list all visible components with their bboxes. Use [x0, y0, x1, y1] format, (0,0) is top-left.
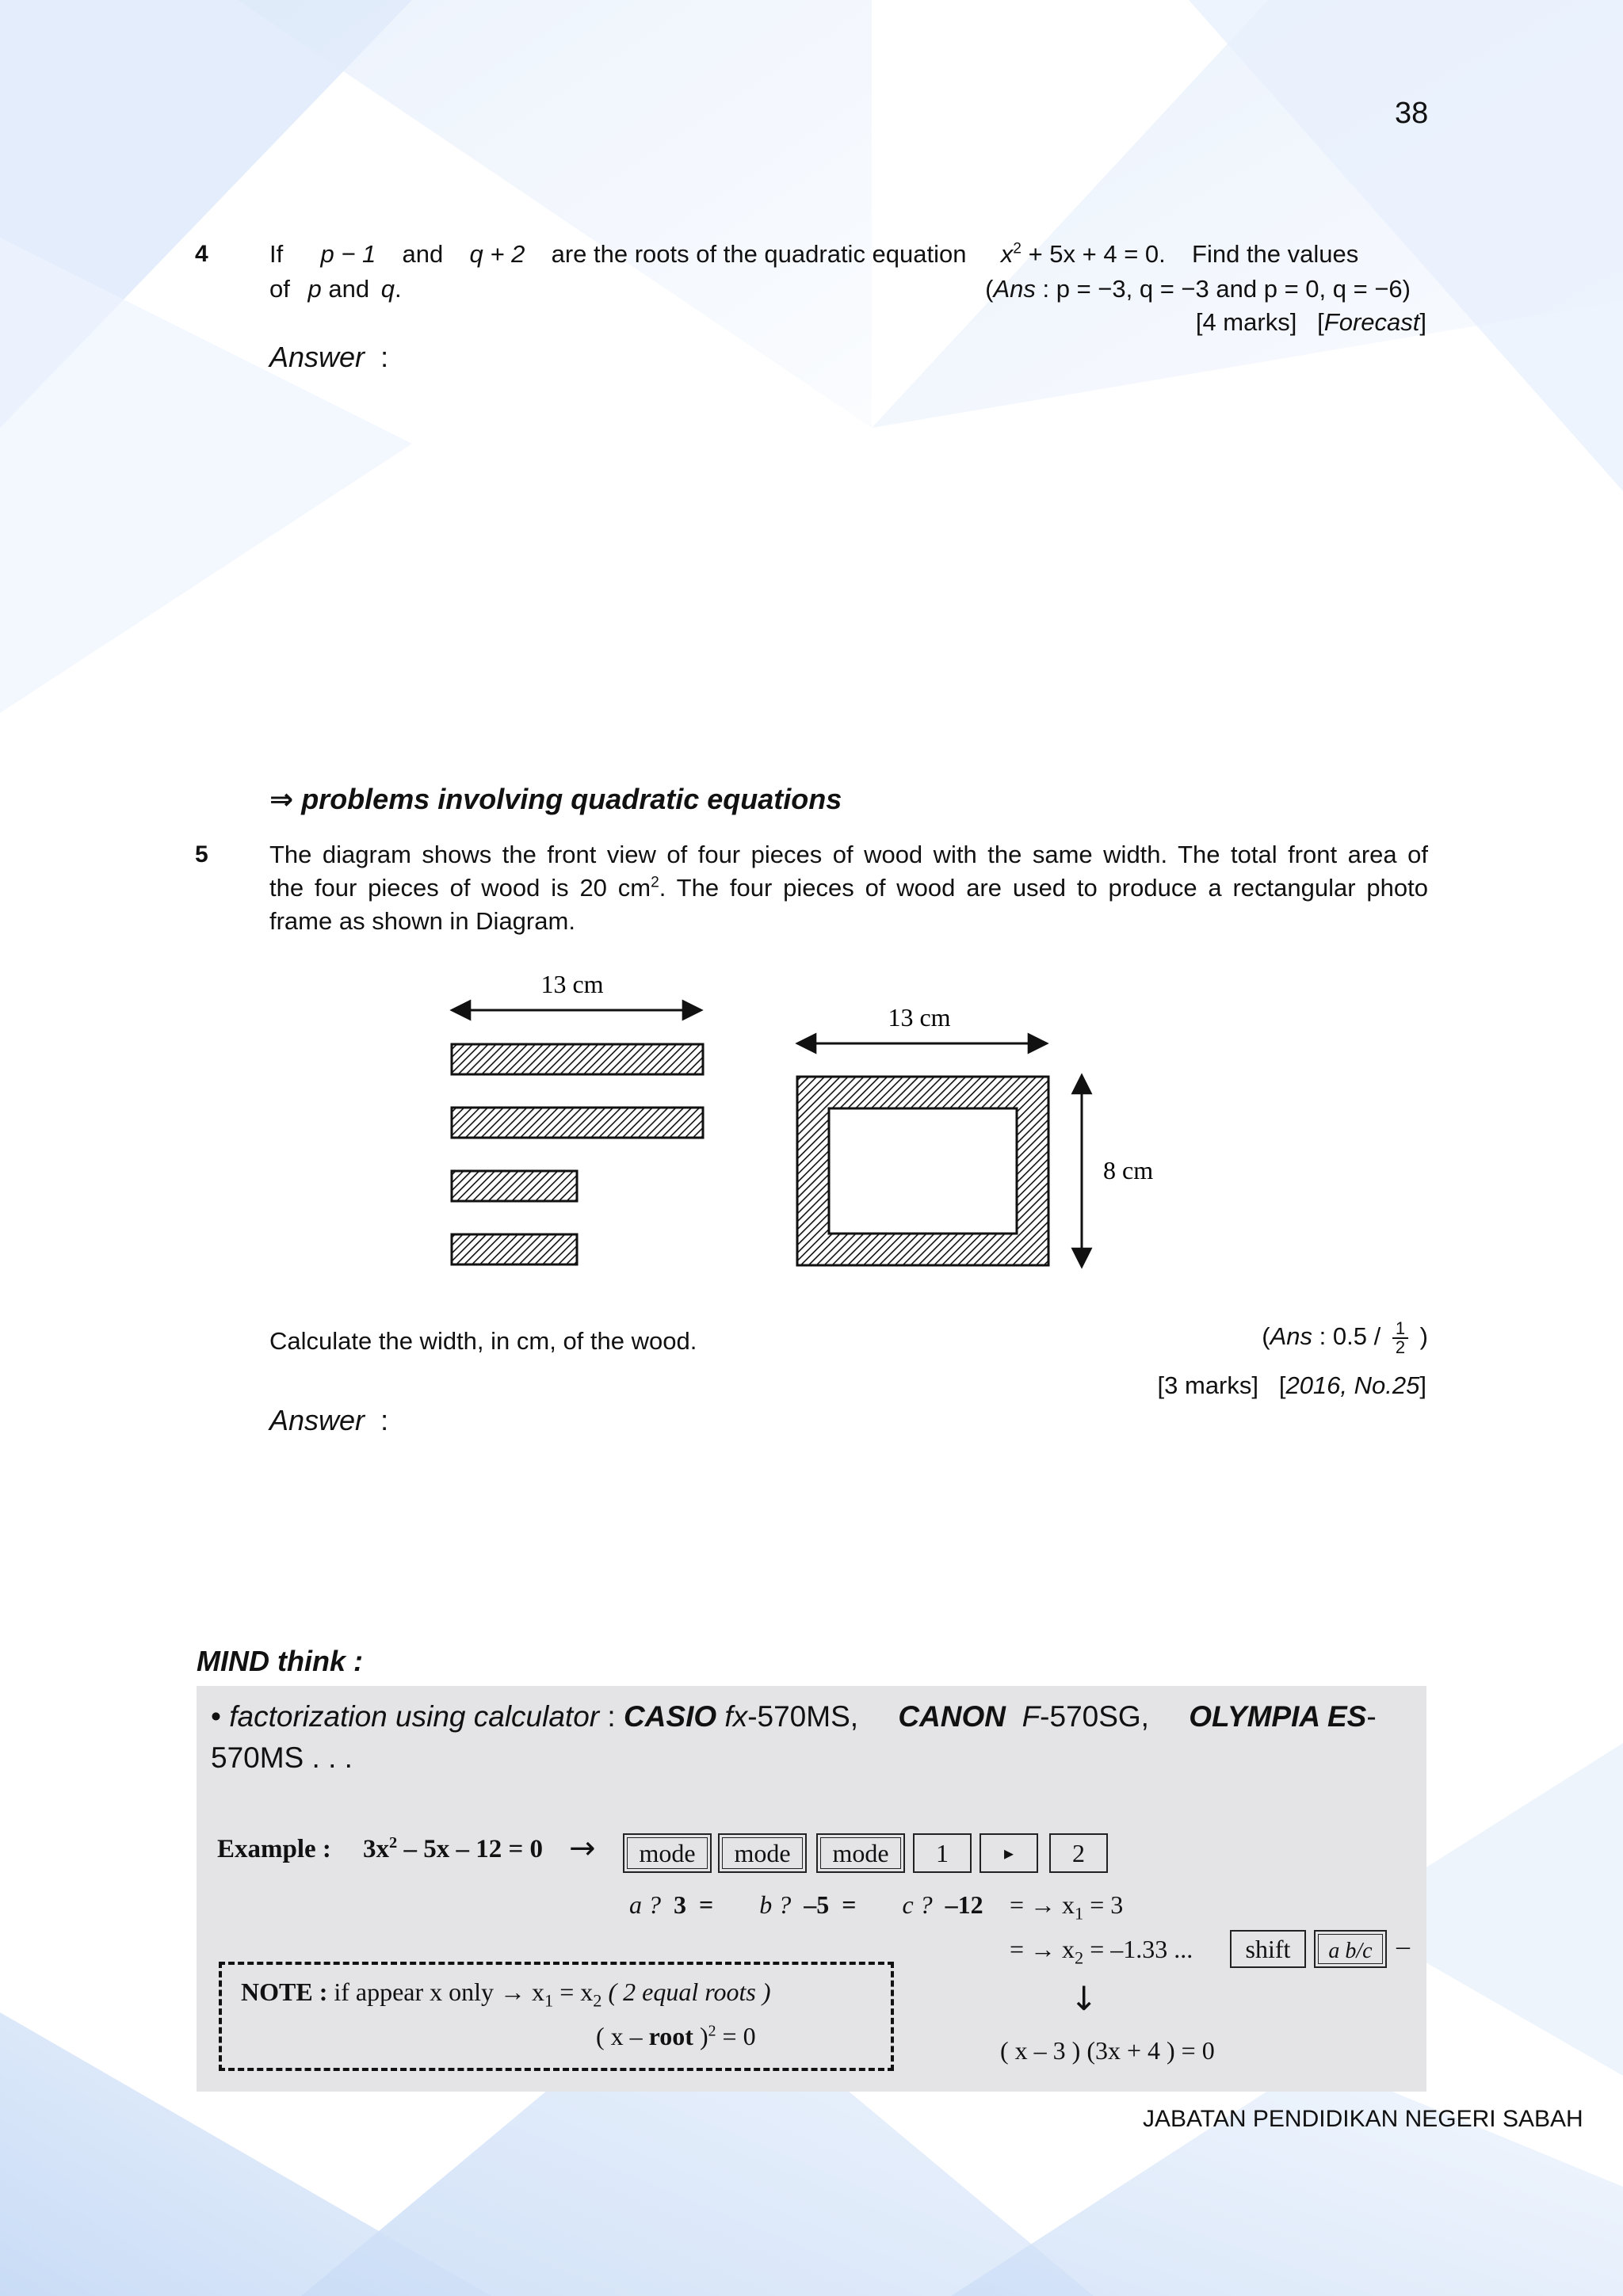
question-4-answer-label: Answer :: [269, 341, 389, 373]
result-tail: –: [1396, 1932, 1410, 1961]
q4-root-2: q + 2: [469, 240, 525, 268]
example-equation: $3x^2 - 5x - 12 = 0$: [363, 1834, 544, 1863]
note-line-1: NOTE : if appear x only → $x_1 = x_2$ ( 2 equal roots ): [241, 1978, 771, 2011]
frame-height-label: 8 cm: [1103, 1156, 1154, 1184]
question-5-prompt: Calculate the width, in cm, of the wood.: [269, 1327, 697, 1355]
footer-department: JABATAN PENDIDIKAN NEGERI SABAH: [1143, 2106, 1583, 2132]
down-arrow-icon: ↓: [1070, 1979, 1098, 2018]
example-label: Example :: [217, 1835, 331, 1863]
mind-think-box: [197, 1686, 1426, 2092]
key-fraction: a b/c: [1314, 1930, 1387, 1968]
question-5-line-1: The diagram shows the front view of four pieces of wood with the same width. The total front area of: [269, 841, 1428, 868]
key-shift: shift: [1230, 1930, 1306, 1968]
wood-piece-short-2: [452, 1234, 577, 1264]
question-5-line-2: the four pieces of wood is 20 $cm^2$. The four pieces of wood are used to produce a rectangular photo: [269, 874, 1428, 902]
calculator-models-line-2: 570MS . . .: [211, 1741, 353, 1774]
question-4-line-1: [269, 238, 1428, 271]
coefficient-prompts: a ? 3 = b ? –5 = c ? –12: [629, 1890, 983, 1919]
key-right-arrow-icon: ▸: [980, 1833, 1038, 1873]
q4-if: If: [269, 240, 284, 268]
mind-think-title: MIND think :: [197, 1645, 363, 1677]
q4-mid-text: are the roots of the quadratic equation: [551, 240, 967, 268]
q4-find: Find the values: [1192, 240, 1359, 268]
wood-piece-long-2: [452, 1108, 703, 1138]
question-5-marks: [3 marks] [2016, No.25]: [1157, 1371, 1426, 1399]
note-line-2: ( x – root )$^2$ = 0: [596, 2022, 756, 2050]
question-4-answer-hint: (Ans : p = −3, q = −3 and p = 0, q = −6): [985, 275, 1411, 303]
result-x1: = → $x_1 = 3$: [1010, 1890, 1124, 1924]
q4-root-1: p − 1: [320, 240, 376, 268]
question-5-line-3: frame as shown in Diagram.: [269, 907, 575, 935]
question-4-line-2: of p and q.: [269, 275, 402, 303]
question-4-marks: [4 marks] [Forecast]: [1195, 308, 1426, 336]
photo-frame-inner: [829, 1108, 1017, 1234]
key-mode-1: mode: [623, 1833, 712, 1873]
question-5-answer-hint: (Ans : 0.5 / $\frac{1}{2}$ ): [1262, 1318, 1428, 1357]
question-5-number: 5: [195, 841, 208, 868]
calculator-models-line-1: • factorization using calculator : CASIO fx-570MS, CANON F-570SG, OLYMPIA ES-: [211, 1700, 1377, 1733]
q4-and: and: [402, 240, 444, 268]
section-heading: ⇒ problems involving quadratic equations: [269, 783, 842, 816]
page-number: 38: [1395, 97, 1429, 130]
right-arrow-icon: →: [569, 1830, 596, 1867]
frame-width-label: 13 cm: [888, 1003, 951, 1032]
result-x2: = → $x_2 = -1.33$ ...: [1010, 1935, 1193, 1968]
key-mode-2: mode: [718, 1833, 807, 1873]
key-2: 2: [1049, 1833, 1108, 1873]
left-width-label: 13 cm: [540, 970, 604, 998]
wood-piece-long-1: [452, 1044, 703, 1074]
implies-arrow-icon: ⇒: [269, 784, 294, 816]
question-4-number: 4: [195, 241, 208, 267]
factored-form: ( x – 3 ) (3x + 4 ) = 0: [1000, 2036, 1215, 2065]
key-mode-3: mode: [816, 1833, 905, 1873]
q4-equation: $x^2 + 5x + 4 = 0$.: [1000, 240, 1166, 268]
question-5-answer-label: Answer :: [269, 1404, 389, 1436]
wood-frame-diagram: [428, 955, 1189, 1287]
wood-piece-short-1: [452, 1171, 577, 1201]
key-1: 1: [913, 1833, 972, 1873]
